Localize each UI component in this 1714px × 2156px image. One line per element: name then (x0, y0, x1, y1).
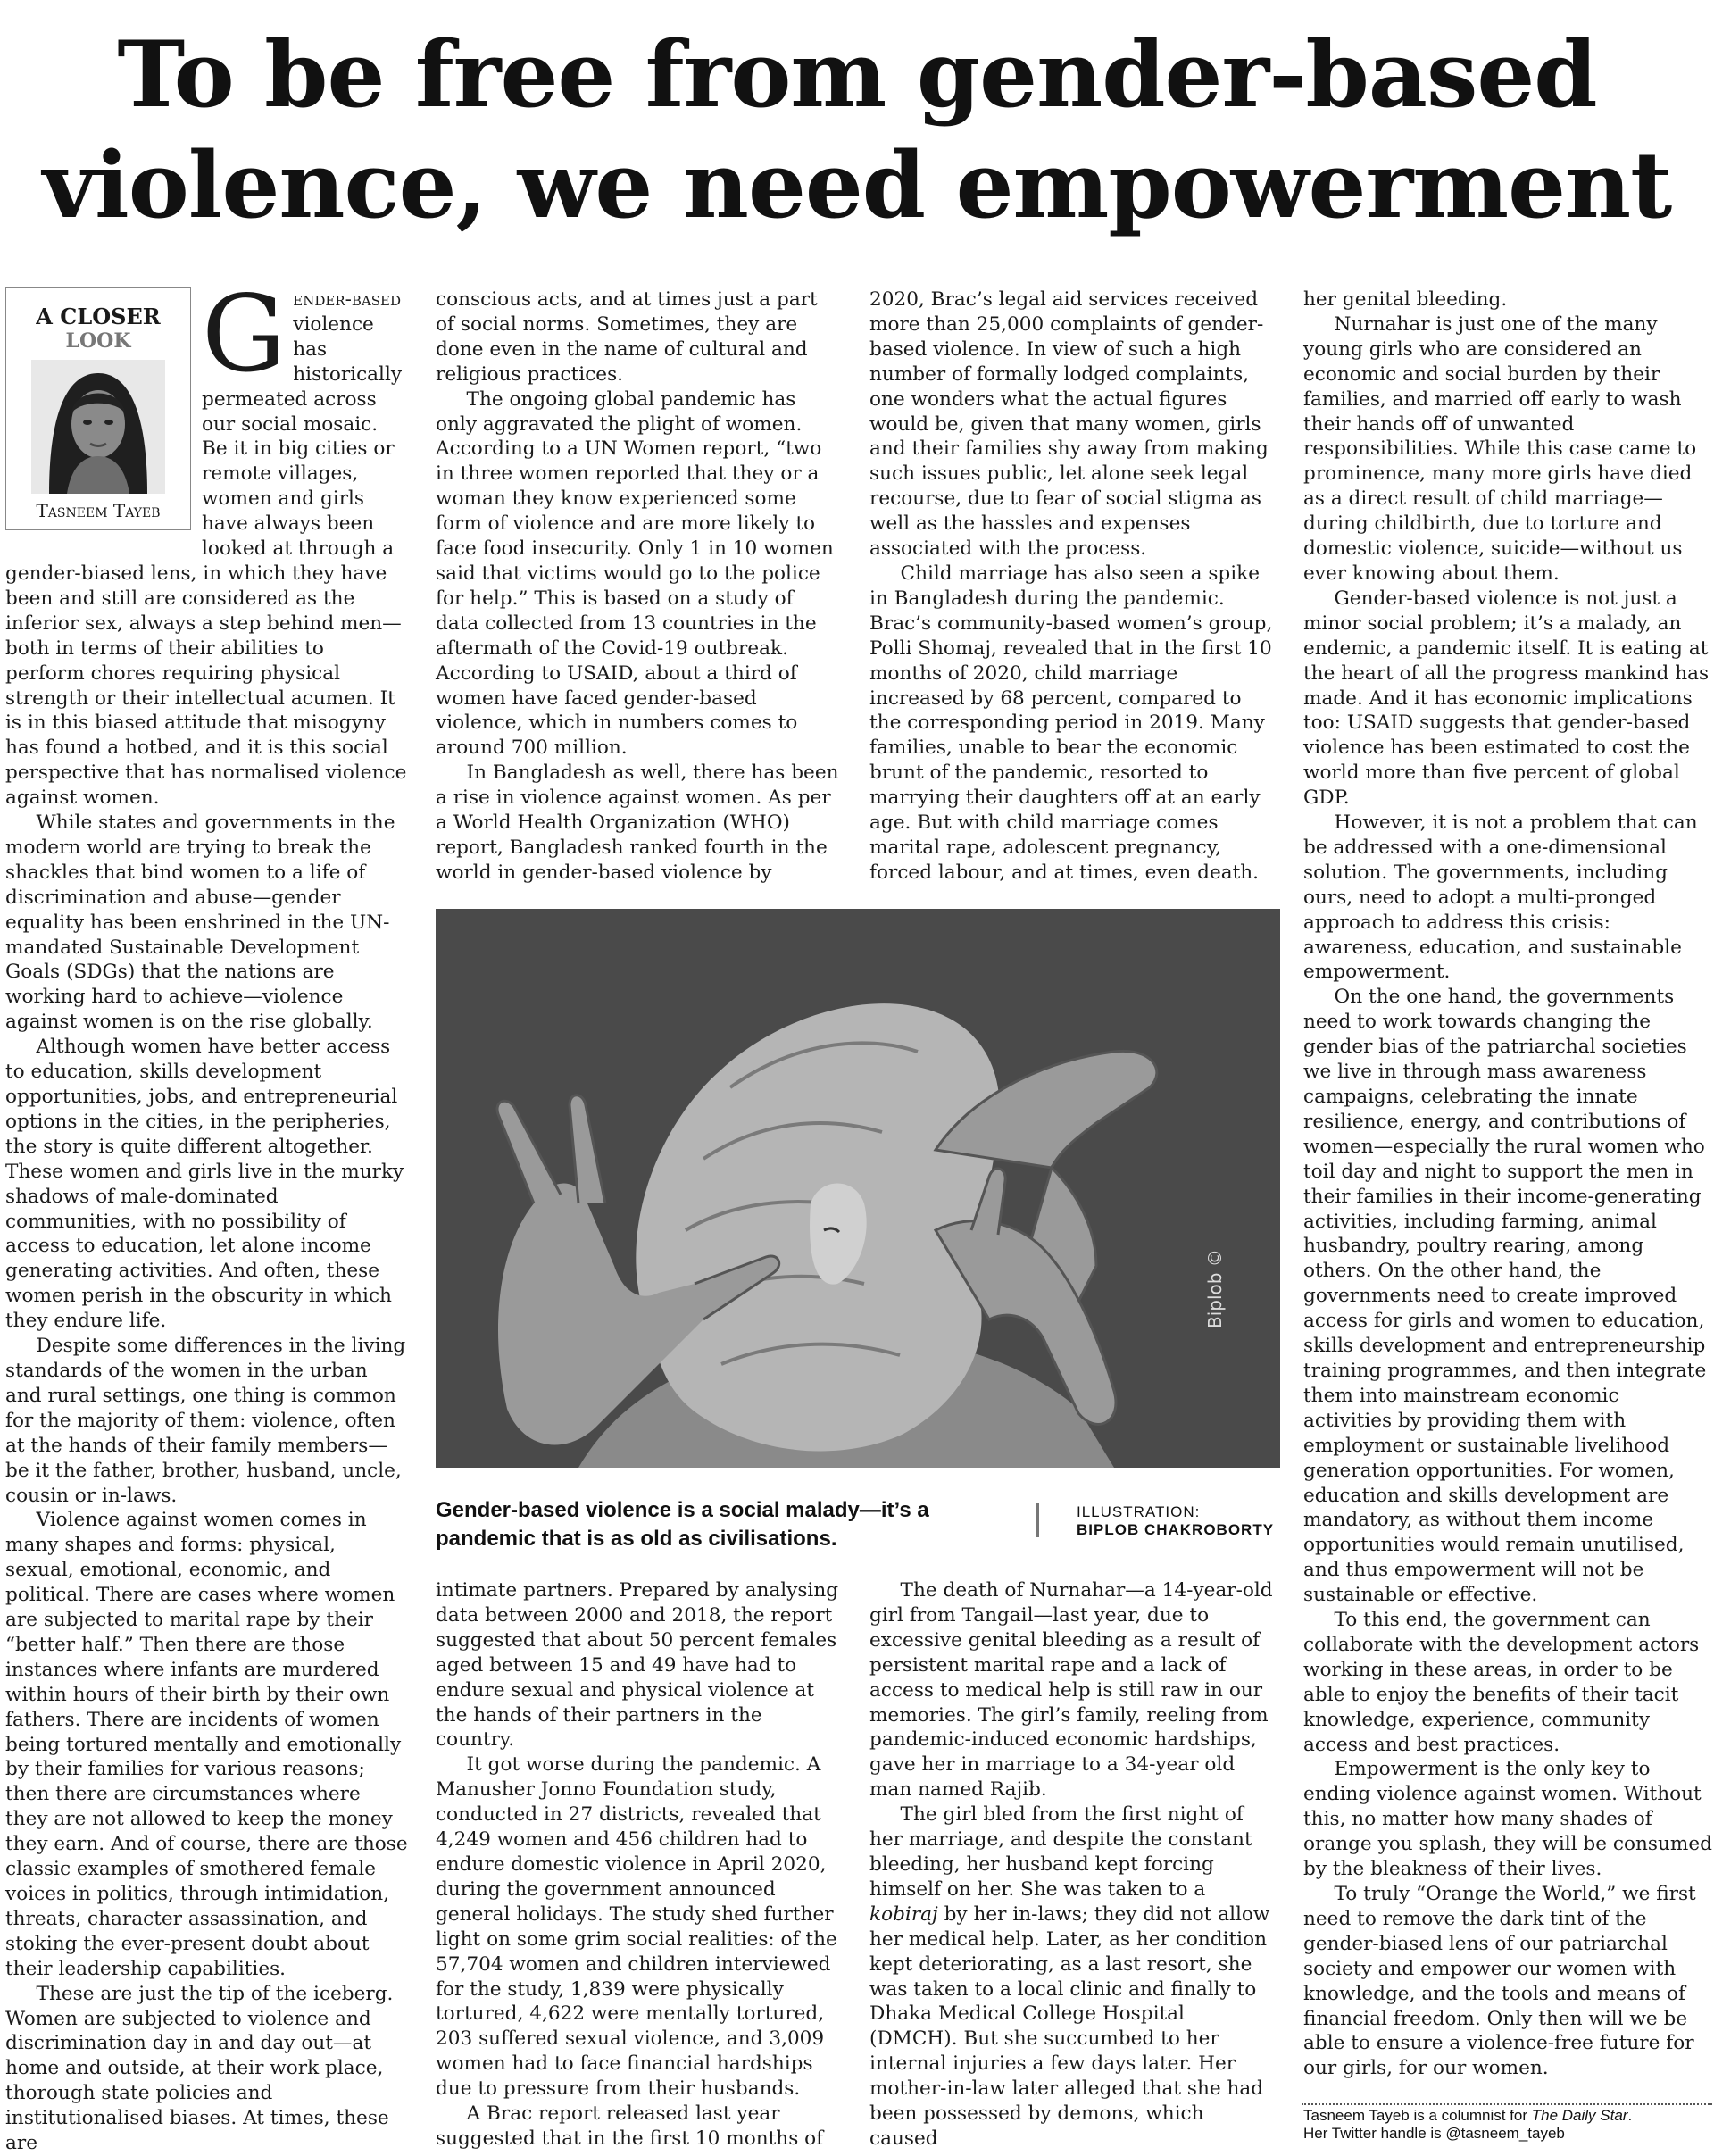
paragraph-text: The girl bled from the first night of her marriage, and despite the constant bleeding, her husband kept forcing himself on her. She was taken to a (869, 1803, 1252, 1901)
paragraph: While states and governments in the modern world are trying to break the shackles that bind women to a life of discrimination and abuse—gender equality has been enshrined in the UN-mandated Sustainable Development Goals (SDGs) that the nations are working hard to achieve—violence against women is on the rise globally. (5, 812, 395, 1034)
footnote-suffix: . (1627, 2107, 1633, 2124)
byline-label-top: A CLOSER (36, 304, 161, 329)
paragraph: These are just the tip of the iceberg. Women are subjected to violence and discrimination day in and day out—at home and outside, at their work place, thorough state policies and institutionalised biases. At times, these are (5, 1982, 394, 2155)
paragraph: It got worse during the pandemic. A Manusher Jonno Foundation study, conducted in 27 districts, revealed that 4,249 women and 456 children had to endure domestic violence in April 2020, during the government announced general holidays. The study shed further light on some grim social realities: of the 57,704 women and children interviewed for the study, 1,839 were physically tortured, 4,622 were mentally tortured, 203 suffered sexual violence, and 3,009 women had to face financial hardships due to pressure from their husbands. (436, 1753, 837, 2101)
paragraph: 2020, Brac’s legal aid services received more than 25,000 complaints of gender-based violence. In view of such a high number of formally lodged complaints, one wonders what the actual figures would be, given that many women, girls and their families shy away from making such issues public, let alone seek legal recourse, due to fear of social stigma as well as the hassles and expenses associated with the process. (869, 288, 1269, 561)
publication-name: The Daily Star (1531, 2107, 1628, 2124)
paragraph: Despite some differences in the living standards of the women in the urban and rural settings, one thing is common for the majority of them: violence, often at the hands of their family members—be it the father, brother, husband, uncle, cousin or in-laws. (5, 1335, 406, 1507)
paragraph: Empowerment is the only key to ending violence against women. Without this, no matter how many shades of orange you splash, they will be consumed by the bleakness of their lives. (1303, 1758, 1712, 1881)
paragraph: intimate partners. Prepared by analysing data between 2000 and 2018, the report suggested that about 50 percent females aged between 15 and 49 have had to endure sexual and physical violence at the hands of their partners in the country. (436, 1579, 839, 1752)
paragraph: A Brac report released last year suggested that in the first 10 months of (436, 2102, 824, 2150)
lead-text: violence has historically permeated across our social mosaic. Be it in big cities or remote villages, women and girls have always been looked at through a gender-biased lens, in which they have been and still are considered as the inferior sex, always a step behind men—both in terms of their abilities to perform chores requiring physical strength or their intellectual acumen. It is in this biased attitude that misogyny has found a hotbed, and it is this social perspective that has normalised violence against women. (5, 312, 407, 810)
credit-divider (1036, 1503, 1039, 1537)
article-column-3-bottom (869, 1578, 1273, 2150)
lead-smallcaps: ender-based (293, 288, 402, 311)
dropcap: G (202, 272, 287, 395)
paragraph: Child marriage has also seen a spike in Bangladesh during the pandemic. Brac’s community-based women’s group, Polli Shomaj, revealed that in the first 10 months of 2020, child marriage increased by 68 percent, compared to the corresponding period in 2019. Many families, unable to bear the economic brunt of the pandemic, resorted to marrying their daughters off at an early age. But with child marriage comes marital rape, adolescent pregnancy, forced labour, and at times, even death. (869, 562, 1273, 884)
illustration-caption: Gender-based violence is a social malady—it’s a pandemic that is as old as civilisations. (436, 1498, 929, 1551)
twitter-handle: Her Twitter handle is @tasneem_tayeb (1303, 2125, 1565, 2142)
article-column-2-top (436, 287, 839, 895)
footnote-divider (1302, 2103, 1712, 2105)
paragraph-text: by her in-laws; they did not allow her medical help. Later, as her condition kept deteriorating, as a last resort, she was taken to a local clinic and finally to Dhaka Medical College Hospital (DMCH). But she succumbed to her internal injuries a few days later. Her mother-in-law later alleged that she had been possessed by demons, which caused (869, 1902, 1270, 2150)
paragraph: The ongoing global pandemic has only aggravated the plight of women. According to a UN Women report, “two in three women reported that they or a woman they know experienced some form of violence and are more likely to face food insecurity. Only 1 in 10 women said that victims would go to the police for help.” This is based on a study of data collected from 13 countries in the aftermath of the Covid-19 outbreak. According to USAID, about a third of women have faced gender-based violence, which in numbers comes to around 700 million. (436, 387, 834, 760)
woman-with-grasping-hands-illustration-icon (436, 909, 1280, 1468)
author-name: Tasneem Tayeb (36, 499, 161, 521)
paragraph: The death of Nurnahar—a 14-year-old girl from Tangail—last year, due to excessive genital bleeding as a result of persistent marital rape and a lack of access to medical help is still raw in our memories. The girl’s family, reeling from pandemic-induced economic hardships, gave her in marriage to a 34-year old man named Rajib. (869, 1579, 1273, 1802)
footnote-prefix: Tasneem Tayeb is a columnist for (1303, 2107, 1532, 2124)
headline-line-1: To be free from gender-based (117, 21, 1597, 129)
paragraph (869, 1802, 1273, 2152)
headline (0, 20, 1714, 241)
credit-label: ILLUSTRATION: (1077, 1503, 1201, 1520)
paragraph: In Bangladesh as well, there has been a rise in violence against women. As per a World Health Organization (WHO) report, Bangladesh ranked fourth in the world in gender-based violence by (436, 762, 839, 884)
paragraph: conscious acts, and at times just a part of social norms. Sometimes, they are done even in the name of cultural and religious practices. (436, 288, 818, 386)
headline-line-2: violence, we need empowerment (42, 132, 1672, 239)
illustration-signature: Biplob © (1204, 1249, 1226, 1328)
article-column-3-top (869, 287, 1273, 895)
article-column-4 (1303, 287, 1712, 2098)
paragraph: her genital bleeding. (1303, 288, 1508, 311)
illustration-credit (1077, 1503, 1274, 1539)
article-column-2-bottom (436, 1578, 839, 2150)
illustration (436, 909, 1280, 1468)
paragraph: To this end, the government can collaborate with the development actors working in these areas, in order to be able to enjoy the benefits of their tacit knowledge, experience, community access and best practices. (1303, 1609, 1700, 1756)
italic-term: kobiraj (869, 1902, 938, 1926)
paragraph: Gender-based violence is not just a minor social problem; it’s a malady, an endemic, a pandemic itself. It is eating at the heart of all the progress mankind has made. And it has economic implications too: USAID suggests that gender-based violence has been estimated to cost the world more than five percent of global GDP. (1303, 587, 1710, 810)
paragraph: Nurnahar is just one of the many young girls who are considered an economic and social burden by their families, and married off early to wash their hands off of unwanted responsibilities. While this case came to prominence, many more girls have died as a direct result of child marriage—during childbirth, due to torture and domestic violence, suicide—without us ever knowing about them. (1303, 312, 1697, 585)
author-footnote (1303, 2107, 1714, 2143)
byline-label-bottom: LOOK (65, 329, 131, 353)
paragraph: On the one hand, the governments need to work towards changing the gender bias of the patriarchal societies we live in through mass awareness campaigns, celebrating the innate resilience, energy, and contributions of women—especially the rural women who toil day and night to support the men in their families in their income-generating activities, including farming, animal husbandry, poultry rearing, among others. On the other hand, the governments need to create improved access for girls and women to education, skills development and entrepreneurship training programmes, and then integrate them into mainstream economic activities by providing them with employment or sustainable livelihood generation opportunities. For women, education and skills development are mandatory, as without them income opportunities would remain unutilised, and thus empowerment will not be sustainable or effective. (1303, 986, 1707, 1607)
credit-name: BIPLOB CHAKROBORTY (1077, 1521, 1275, 1538)
byline-box (5, 287, 191, 530)
paragraph: Although women have better access to education, skills development opportunities, jobs, and entrepreneurial options in the cities, in the peripheries, the story is quite different altogether. These women and girls live in the murky shadows of male-dominated communities, with no possibility of access to education, let alone income generating activities. And often, these women perish in the obscurity in which they endure life. (5, 1036, 404, 1333)
article-column-1 (5, 272, 409, 2155)
paragraph: To truly “Orange the World,” we first need to remove the dark tint of the gender-biased lens of our patriarchal society and empower our women with knowledge, and the tools and means of financial freedom. Only then will we be able to ensure a violence-free future for our girls, for our women. (1303, 1883, 1696, 2080)
author-portrait-icon (31, 360, 165, 494)
paragraph: Violence against women comes in many shapes and forms: physical, sexual, emotional, economic, and political. There are cases where women are subjected to marital rape by their “better half.” Then there are those instances where infants are murdered within hours of their birth by their own fathers. There are incidents of women being tortured mentally and emotionally by their families for various reasons; then there are circumstances where they are not allowed to keep the money they earn. And of course, there are those classic examples of smothered female voices in politics, through intimidation, threats, character assassination, and stoking the ever-present doubt about their leadership capabilities. (5, 1509, 408, 1980)
paragraph: However, it is not a problem that can be addressed with a one-dimensional solution. The governments, including ours, need to adopt a multi-pronged approach to address this crisis: awareness, education, and sustainable empowerment. (1303, 812, 1698, 984)
